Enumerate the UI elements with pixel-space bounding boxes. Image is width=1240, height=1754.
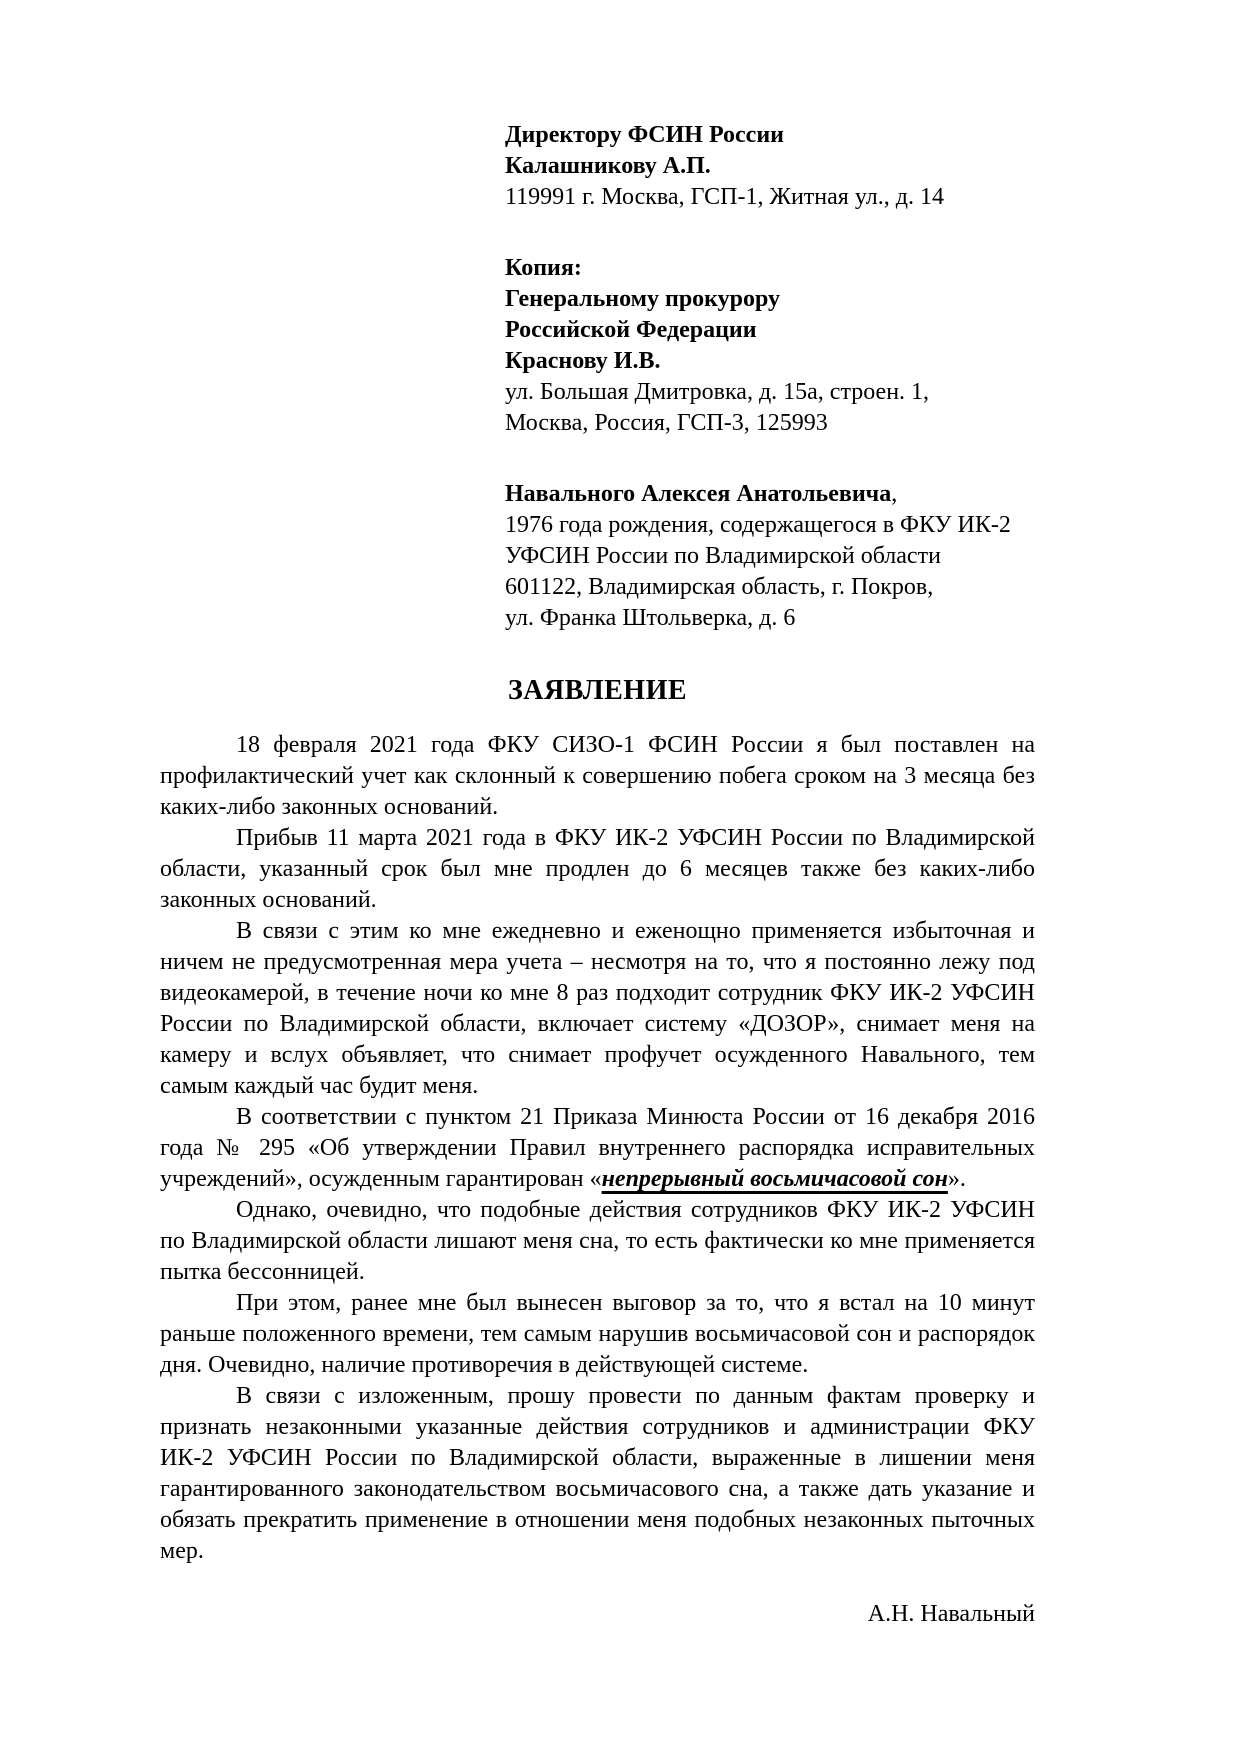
recipient-position: Директору ФСИН России	[505, 122, 784, 148]
address-column	[505, 120, 1035, 634]
applicant-info-line2: УФСИН России по Владимирской области	[505, 543, 941, 569]
signature: А.Н. Навальный	[867, 1601, 1035, 1627]
paragraph-6: При этом, ранее мне был вынесен выговор за то, что я встал на 10 минут раньше положенного времени, тем самым нарушив восьмичасовой сон и распорядок дня. Очевидно, наличие противоречия в действующей системе.	[160, 1290, 1035, 1378]
copy-position-line1: Генеральному прокурору	[505, 286, 781, 312]
paragraph-2: Прибыв 11 марта 2021 года в ФКУ ИК-2 УФСИН России по Владимирской области, указанный срок был мне продлен до 6 месяцев также без каких-либо законных оснований.	[160, 825, 1035, 913]
paragraph-1: 18 февраля 2021 года ФКУ СИЗО-1 ФСИН России я был поставлен на профилактический учет как склонный к совершению побега сроком на 3 месяца без каких-либо законных оснований.	[160, 732, 1035, 820]
copy-name: Краснову И.В.	[505, 348, 661, 374]
paragraph-7: В связи с изложенным, прошу провести по данным фактам проверку и признать незаконными указанные действия сотрудников и администрации ФКУ ИК-2 УФСИН России по Владимирской области, выраженные в лишении меня гарантированного законодательством восьмичасового сна, а также дать указание и обязать прекратить применение в отношении меня подобных незаконных пыточных мер.	[160, 1383, 1035, 1564]
document-title: ЗАЯВЛЕНИЕ	[507, 675, 688, 706]
paragraph-3: В связи с этим ко мне ежедневно и еженощно применяется избыточная и ничем не предусмотренная мера учета – несмотря на то, что я постоянно лежу под видеокамерой, в течение ночи ко мне 8 раз подходит сотрудник ФКУ ИК-2 УФСИН России по Владимирской области, включает систему «ДОЗОР», снимает меня на камеру и вслух объявляет, что снимает профучет осужденного Навального, тем самым каждый час будит меня.	[160, 918, 1035, 1099]
recipient-block-fsin	[505, 120, 1035, 213]
copy-label: Копия:	[505, 255, 582, 281]
recipient-name: Калашникову А.П.	[505, 153, 711, 179]
paragraph-4-text-after: ».	[947, 1166, 966, 1192]
recipient-address: 119991 г. Москва, ГСП-1, Житная ул., д. 14	[505, 184, 944, 210]
applicant-block	[505, 479, 1035, 634]
applicant-address-line1: 601122, Владимирская область, г. Покров,	[505, 574, 934, 600]
applicant-name-line	[505, 479, 1035, 510]
paragraph-5: Однако, очевидно, что подобные действия сотрудников ФКУ ИК-2 УФСИН по Владимирской области лишают меня сна, то есть фактически ко мне применяется пытка бессонницей.	[160, 1197, 1035, 1285]
applicant-name: Навального Алексея Анатольевича	[505, 481, 892, 507]
applicant-name-comma: ,	[891, 481, 898, 507]
applicant-info-line1: 1976 года рождения, содержащегося в ФКУ ИК-2	[505, 512, 1011, 538]
copy-address-line2: Москва, Россия, ГСП-3, 125993	[505, 410, 828, 436]
copy-address-line1: ул. Большая Дмитровка, д. 15а, строен. 1,	[505, 379, 930, 405]
paragraph-4	[160, 1102, 1035, 1195]
applicant-address-line2: ул. Франка Штольверка, д. 6	[505, 605, 796, 631]
document-body	[160, 730, 1035, 1567]
copy-position-line2: Российской Федерации	[505, 317, 757, 343]
paragraph-4-text-before: В соответствии с пунктом 21 Приказа Минюста России от 16 декабря 2016 года № 295 «Об утверждении Правил внутреннего распорядка исправительных учреждений», осужденным гарантирован «	[160, 1104, 1035, 1192]
paragraph-4-emphasized-phrase: непрерывный восьмичасовой сон	[601, 1166, 948, 1192]
copy-block-prosecutor	[505, 253, 1035, 439]
